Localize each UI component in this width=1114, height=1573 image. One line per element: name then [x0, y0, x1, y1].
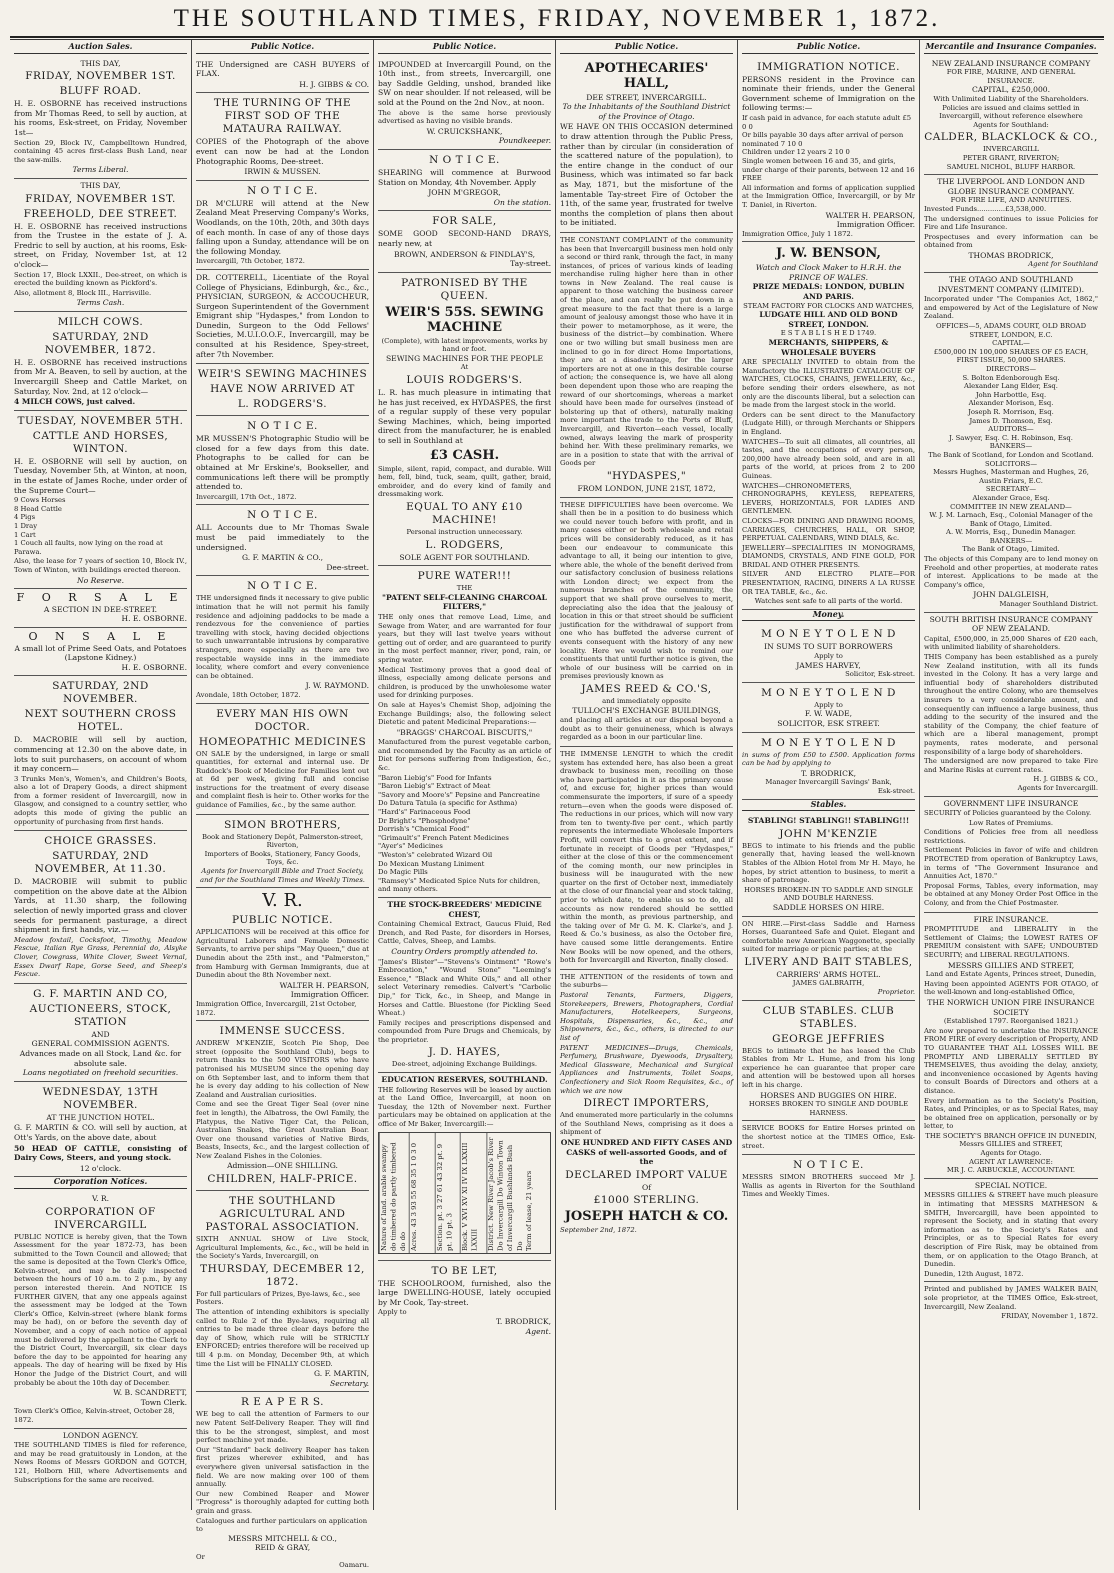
notice: N O T I C E. MR MUSSEN'S Photographic Studio will be closed for a few days from this date. Photographs to be called for can be obtained at Mr Erskine's, Bookseller, and communications left there will be promptly attended to. Invercargill, 17th Oct., 1872.: [196, 416, 369, 505]
table-column: Block. V XVI XV XI IV IX LXXIII LXXIII: [460, 1133, 486, 1253]
column-1: [10, 40, 192, 1510]
section-heading: Public Notice.: [378, 42, 551, 54]
nz-insurance-ad: NEW ZEALAND INSURANCE COMPANY FOR FIRE, MARINE, AND GENERAL INSURANCE. CAPITAL, £250,000. With Unlimited Liability of the Shareholders. Policies are issued and claims settled in Invercargill, without reference elsewhere Agents for Southland: CALDER, BLACKLOCK & CO., INVERCARGILL PETER GRANT, RIVERTON; SAMUEL NICHOL, BLUFF HARBOR.: [924, 57, 1098, 176]
london-agency-notice: LONDON AGENCY. THE SOUTHLAND TIMES is filed for reference, and may be read gratuitously in London, at the News Rooms of Messrs GORDON and GOTCH, 121, Holborn Hill, where Advertisements and Subscriptions for the same are received.: [14, 1430, 187, 1484]
imprint: Printed and published by JAMES WALKER BAIN, sole proprietor, at the TIMES Office, Esk-street, Invercargill, New Zealand. FRIDAY, November 1, 1872.: [924, 1285, 1098, 1321]
table-column: Term of lease, 21 years: [525, 1170, 534, 1251]
railway-photo-notice: THE TURNING OF THE FIRST SOD OF THE MATAURA RAILWAY. COPIES of the Photograph of the above event can now be had at the London Photographic Rooms, Dee-street. IRWIN & MUSSEN.: [196, 93, 369, 180]
column-3: [374, 40, 556, 1510]
benson-ad: J. W. BENSON, Watch and Clock Maker to H.R.H. the PRINCE OF WALES. PRIZE MEDALS: LONDON, DUBLIN AND PARIS. STEAM FACTORY FOR CLOCKS AND WATCHES, LUDGATE HILL AND OLD BOND STREET, LONDON. E S T A B L I S H E D 1749. MERCHANTS, SHIPPERS, & WHOLESALE BUYERS ARE SPECIALLY INVITED to obtain from the Manufactory the ILLUSTRATED CATALOGUE OF WATCHES, CLOCKS, CHAINS, JEWELLERY, &c., before sending their orders elsewhere, as not only are the discounts liberal, but a selection can be made from the largest stock in the world. Orders can be sent direct to the Manufactory (Ludgate Hill), or through Merchants or Shippers in England. WATCHES—To suit all climates, all countries, all tastes, and the occupations of every person, 200,000 have already been sold, and are in all parts of the world, at prices from 2 to 200 Guineas. WATCHES—CHRONOMETERS, CHRONOGRAPHS, KEYLESS, REPEATERS, LEVERS, HORIZONTALS, FOR LADIES AND GENTLEMEN. CLOCKS—FOR DINING AND DRAWING ROOMS, CARRIAGES, CHURCHES, HALL, OR SHOP, PERPETUAL CALENDARS, WIND DIALS, &c. JEWELLERY—SPECIALITIES IN MONOGRAMS, DIAMONDS, CRYSTALS, AND FINE GOLD, FOR BRIDAL AND OTHER PRESENTS. SILVER AND ELECTRO PLATE—FOR PRESENTATION, RACING, DINERS A LA RUSSE OR TEA TABLE, &c., &c. Watches sent safe to all parts of the world.: [742, 242, 915, 610]
government-life-insurance-ad: GOVERNMENT LIFE INSURANCE SECURITY of Policies guaranteed by the Colony. Low Rates of Premiums. Conditions of Policies free from all needless restrictions. Settlement Policies in favor of wife and children PROTECTED from operation of Bankruptcy Laws, in terms of "The Government Insurance and Annuities Act, 1870." Proposal Forms, Tables, every information, may be obtained at any Money Order Post Office in the Colony, and from the Chief Postmaster.: [924, 797, 1098, 913]
money-to-lend-ad: M O N E Y T O L E N D in sums of from £50 to £500. Application forms can be had by applying to T. BRODRICK, Manager Invercargill Savings' Bank, Esk-street.: [742, 733, 915, 800]
otago-investment-ad: THE OTAGO AND SOUTHLAND INVESTMENT COMPANY (LIMITED). Incorporated under "The Companies Act, 1862," and empowered by Act of the Legislature of New Zealand. OFFICES—5, ADAMS COURT, OLD BROAD STREET, LONDON, E.C. CAPITAL— £500,000 IN 100,000 SHARES OF £5 EACH, FIRST ISSUE, 50,000 SHARES. DIRECTORS— S. Bolton Edenborough Esq. Alexander Lang Elder, Esq. John Harbottle, Esq. Alexander Morison, Esq. Joseph R. Morrison, Esq. James D. Thomson, Esq. AUDITORS— J. Sawyer, Esq. C. H. Robinson, Esq. BANKERS— The Bank of Scotland, for London and Scotland. SOLICITORS— Messrs Hughes, Masterman and Hughes, 26, Austin Friars, E.C. SECRETARY— Alexander Grace, Esq. COMMITTEE IN NEW ZEALAND— W. J. M. Larnach, Esq., Colonial Manager of the Bank of Otago, Limited. A. W. Morris, Esq., Dunedin Manager. BANKERS— The Bank of Otago, Limited. The objects of this Company are to lend money on Freehold and other properties, at moderate rates of interest. Applications to be made at the Company's office, JOHN DALGLEISH, Manager Southland District.: [924, 273, 1098, 613]
charcoal-filters-ad: PURE WATER!!! THE "PATENT SELF-CLEANING CHARCOAL FILTERS," THE only ones that remove Lead, Lime, and Sewage from Water, and are warranted for four years, but they will last twelve years without getting out of order, and are guaranteed to purify in the most perfect manner, river, pond, rain, or spring water. Medical Testimony proves that a good deal of illness, especially among delicate persons and children, is produced by the unwholesome water used for drinking purposes. On sale at Hayes's Chemist Shop, adjoining the Exchange Buildings; also, the following select Dietetic and patent Medicinal Preparations:— "BRAGGS' CHARCOAL BISCUITS," Manufactured from the purest vegetable carbon, and recommended by the Faculty as an article of Diet for persons suffering from Indigestion, &c., &c. "Baron Liebig's" Food for Infants "Baron Liebig's" Extract of Meat "Savory and Moore's" Pepsine and Pancreatine Do Datura Tatula (a specific for Asthma) "Hard's" Farinaceous Food Dr Bright's "Phosphodyne" Dorrish's "Chemical Food" "Grimault's" French Patent Medicines "Ayer's" Medicines "Weston's" celebrated Wizard Oil Do Mexican Mustang Liniment Do Magic Pills "Ramsey's" Medicated Spice Nuts for children, and many others.: [378, 566, 551, 898]
notice: N O T I C E. SHEARING will commence at Burwood Station on Monday, 4th November. Apply JOHN M'GREGOR, On the station.: [378, 150, 551, 211]
auction-ad: THIS DAY, FRIDAY, NOVEMBER 1ST. FREEHOLD, DEE STREET. H. E. OSBORNE has received instructions from the Trustee in the estate of J. A. Fredric to sell by auction, at his rooms, Esk-street, on Friday, November 1st, at 12 o'clock— Section 17, Block LXXII., Dee-street, on which is erected the building known as Pickford's. Also, allotment 8, Block III., Harrisville. Terms Cash.: [14, 179, 187, 312]
section-heading: Money.: [742, 610, 915, 622]
physician-notice: DR. COTTERELL, Licentiate of the Royal College of Physicians, Edinburgh, &c., &c., PHYSICIAN, SURGEON, & ACCOUCHEUR, Surgeon Superintendent of the Government Emigrant ship "Hydaspes," from London to Dunedin, Surgeon to the Odd Fellows' Societies, M.U.I.O.O.F., Invercargill, may be consulted at his Residence, Spey-street, after 7th November.: [196, 270, 369, 364]
immigration-public-notice: V. R. PUBLIC NOTICE. APPLICATIONS will be received at this office for Agricultural Laborers and Female Domestic Servants, to arrive per ships "May Queen," due at Dunedin about the 25th inst., and "Palmerston," from Hamburg with German Immigrants, due at Dunedin about the 8th November next. WALTER H. PEARSON, Immigration Officer. Immigration Office, Invercargill, 21st October, 1872.: [196, 888, 369, 1021]
auction-ad: WEDNESDAY, 13TH NOVEMBER. AT THE JUNCTION HOTEL. G. F. MARTIN & CO. will sell by auction, at Ott's Yards, on the above date, about 50 HEAD OF CATTLE, consisting of Dairy Cows, Steers, and young stock. 12 o'clock.: [14, 1082, 187, 1178]
agricultural-show-ad: THE SOUTHLAND AGRICULTURAL AND PASTORAL ASSOCIATION. SIXTH ANNUAL SHOW of Live Stock, Agricultural Implements, &c., &c., will be held in the Society's Yards, Invercargill, on THURSDAY, DECEMBER 12, 1872. For full particulars of Prizes, Bye-laws, &c., see Posters. The attention of intending exhibitors is specially called to Rule 2 of the Bye-laws, requiring all entries to be made three clear days before the day of Show, which rule will be STRICTLY ENFORCED; entries therefore will be received up till 4 p.m. on Monday, December 9th, at which time the List will be FINALLY CLOSED. G. F. MARTIN, Secretary.: [196, 1191, 369, 1392]
simon-brothers-ad: SIMON BROTHERS, Book and Stationery Depôt, Palmerston-street, Riverton, Importers of Books, Stationery, Fancy Goods, Toys, &c. Agents for Invercargill Bible and Tract Society, and for the Southland Times and Weekly Times.: [196, 815, 369, 889]
auction-ad: O N S A L E A small lot of Prime Seed Oats, and Potatoes (Lapstone Kidney.) H. E. OSBORNE.: [14, 628, 187, 676]
column-5: [738, 40, 920, 1510]
notice: N O T I C E. MESSRS SIMON BROTHERS succeed Mr J. Wallis as agents in Riverton for the Southland Times and Weekly Times.: [742, 1159, 915, 1199]
column-4: [556, 40, 738, 1510]
columns: [10, 40, 1104, 1570]
section-heading: Mercantile and Insurance Companies.: [924, 42, 1098, 54]
liverpool-insurance-ad: THE LIVERPOOL AND LONDON AND GLOBE INSURANCE COMPANY. FOR FIRE LIFE, AND ANNUITIES. Invested Funds.............£3,538,000. The undersigned continues to issue Policies for Fire and Life Insurance. Prospectuses and every information can be obtained from THOMAS BRODRICK, Agent for Southland: [924, 175, 1098, 273]
south-british-insurance-ad: SOUTH BRITISH INSURANCE COMPANY OF NEW ZEALAND. Capital, £500,000, in 25,000 Shares of £20 each, with unlimited liability of shareholders. THIS Company has been established as a purely New Zealand institution, with all its funds invested in the Colony. It has a very large and influential body of shareholders distributed throughout the entire Colony, who are themselves insurers to a very considerable amount, and consequently can influence a large business, thus adding to the security of the insured and the stability of the Company, the chief feature of which are a liberal management, prompt payments, rates moderate, and personal responsibility of a large body of shareholders. The undersigned are now prepared to take Fire and Marine Risks at current rates. H. J. GIBBS & CO., Agents for Invercargill.: [924, 613, 1098, 797]
apothecaries-hall-ad: APOTHECARIES' HALL, DEE STREET, INVERCARGILL. To the Inhabitants of the Southland District of the Province of Otago. WE HAVE ON THIS OCCASION determined to draw attention through the Public Press, rather than by circular (in consideration of the scattered nature of the population), to the entire change in the conduct of our Business, which was intimated so far back as May, 1871, but the misfortune of the lamentable Tay-street Fire of October the 11th, of the same year, frustrated for twelve months the completion of plans then about to be initiated.: [560, 57, 733, 233]
service-books-ad: SERVICE BOOKS for Entire Horses printed on the shortest notice at the TIMES Office, Esk-street.: [742, 1121, 915, 1155]
to-let-ad: TO BE LET, THE SCHOOLROOM, furnished, also the large DWELLING-HOUSE, lately occupied by Mr Cook, Tay-street. Apply to T. BRODRICK, Agent.: [378, 1264, 551, 1336]
section-heading: Public Notice.: [560, 42, 733, 54]
special-notice: SPECIAL NOTICE. MESSRS GILLIES & STREET have much pleasure in intimating that MESSRS MATHESON & SMITH, Invercargill, have been appointed to represent the Society, and in stating that every information as to the Society's Rates and Principles, or as to Special Rates for every description of Fire Risk, may be obtained from them, or on application to the Otago Branch, at Dunedin. Dunedin, 12th August, 1872.: [924, 1179, 1098, 1283]
auction-ad: F O R S A L E A SECTION IN DEE-STREET. H. E. OSBORNE.: [14, 589, 187, 628]
club-stables-ad: CLUB STABLES. CLUB STABLES. GEORGE JEFFRIES BEGS to intimate that he has leased the Club Stables from Mr L. Hume, and from his long experience he can guarantee that proper care and attention will be bestowed upon all horses left in his charge. HORSES AND BUGGIES ON HIRE. HORSES BROKEN TO SINGLE AND DOUBLE HARNESS.: [742, 1001, 915, 1122]
apothecaries-text: THESE DIFFICULTIES have been overcome. We shall then be in a position to do business which we could never touch before with profit, and in many cases either or both wholesale and retail prices will be considerably reduced, as it has been our endeavour to communicate this advantage to all, it being our intention to give, where able, the whole of the benefit derived from our satisfactory conclusion of business relations with London direct; we expect from the numerous branches of the community, the support that we shall prove ourselves to merit, depreciating also the idea that the jealousy of location in this or that street should be sufficient justification for the withdrawal of support from one who has buffeted the adverse current of events consequent with the history of any new locality. Here we would wish to remind our constituents that until further notice is given, the whole of our business will be carried on in premises previously known as JAMES REED & CO.'S, and immediately opposite TULLOCH'S EXCHANGE BUILDINGS, and placing all articles at our disposal beyond a doubt as to their genuineness, which is always regarded as a boon in our particular line.: [560, 498, 733, 747]
sewing-machines-notice: WEIR'S SEWING MACHINES HAVE NOW ARRIVED AT L. RODGERS'S.: [196, 364, 369, 416]
notice: N O T I C E. ALL Accounts due to Mr Thomas Swale must be paid immediately to the undersigned. G. F. MARTIN & CO., Dee-street.: [196, 505, 369, 576]
immigration-notice: IMMIGRATION NOTICE. PERSONS resident in the Province can nominate their friends, under the General Government scheme of Immigration on the following terms:— If cash paid in advance, for each statute adult £5 0 0 Or bills payable 30 days after arrival of person nominated 7 10 0 Children under 12 years 2 10 0 Single women between 16 and 35, and girls, under charge of their parents, between 12 and 16 FREE All information and forms of application supplied at the Immigration Office, Invercargill, or by Mr T. Daniel, in Riverton. WALTER H. PEARSON, Immigration Officer. Immigration Office, July 1 1872.: [742, 57, 915, 243]
table-column: Acres. 43 3 93 55 68 35 1 0 3 0: [409, 1133, 435, 1253]
masthead: THE SOUTHLAND TIMES, FRIDAY, NOVEMBER 1, 1872.: [173, 5, 941, 32]
section-heading: Public Notice.: [742, 42, 915, 54]
table-column: District. New River Jacob's River Do Invercargill Do Winton Town of Invercargill Bushlands Bush Do: [486, 1133, 525, 1253]
auction-ad: TUESDAY, NOVEMBER 5TH. CATTLE AND HORSES, WINTON. H. E. OSBORNE will sell by auction, on Tuesday, November 5th, at Winton, at noon, in the estate of James Roche, under order of the Supreme Court— 9 Cows Horses 8 Head Cattle 4 Pigs 1 Dray 1 Cart 1 Couch all faults, now lying on the road at Parawa. Also, the lease for 7 years of section 10, Block IV., Town of Winton, with buildings erected thereon. No Reserve.: [14, 411, 187, 589]
flax-notice: THE Undersigned are CASH BUYERS of FLAX. H. J. GIBBS & CO.: [196, 57, 369, 94]
auction-ad: CHOICE GRASSES. SATURDAY, 2ND NOVEMBER, At 11.30. D. MACROBIE will submit to public competition on the above date at the Albion Yards, at 11.30 sharp, the following selection of newly imported grass and clover seeds for permanent pasturage, a direct shipment in first hands, viz.— Meadow foxtail, Cocksfoot, Timothy, Meadow Fescue, Italian Rye Grass, Perennial do, Alsyke Clover, Cowgrass, White Clover, Sweet Vernal, Essex Dwarf Rape, Gorse Seed, and Sheep's Fescue.: [14, 831, 187, 984]
reserves-table: [378, 1132, 551, 1254]
museum-ad: IMMENSE SUCCESS. ANDREW M'KENZIE, Scotch Pie Shop, Dee street (opposite the Southland Club), begs to return thanks to the 500 VISITORS who have patronised his MUSEUM since the opening day on 6th September last, and to inform them that he is every day adding to his collection of New Zealand and Australian curiosities. Come and see the Great Tiger Seal (over nine feet in length), the Albatross, the Owl Family, the Platypus, the Native Tiger Cat, the Pelican, Australian Snakes, the Great Australian Boar. Over one thousand varieties of Native Birds, Beasts, Insects, &c., and the largest collection of New Zealand Fishes in the Colonies. Admission—ONE SHILLING. CHILDREN, HALF-PRICE.: [196, 1021, 369, 1191]
impounded-notice: IMPOUNDED at Invercargill Pound, on the 10th inst., from streets, Invercargill, one bay Saddle Gelding, unshod, branded like SW on near shoulder. If not released, will be sold at the Pound on the 2nd Nov., at noon. The above is the same horse previously advertised as having no visible brands. W. CRUICKSHANK, Poundkeeper.: [378, 57, 551, 150]
section-heading: Stables.: [742, 800, 915, 812]
education-reserves-ad: EDUCATION RESERVES, SOUTHLAND. THE following Reserves will be leased by auction at the Land Office, Invercargill, at noon on Tuesday, the 12th of November next. Further particulars may be obtained on application at the office of Mr Baker, Invercargill:— Nature of land. arable swampy do timbered do partly timbered do do Acres. 43 3 93 55 68 35 1 0 3 0 Section. pt. 3 27 61 43 32 pt. 9 pt. 10 pt. 3 Block. V XVI XV XI IV IX LXXIII LXXIII District. New River Jacob's River Do Invercargill Do Winton Town of Invercargill Bushlands Bush Do Term of lease, 21 years: [378, 1073, 551, 1261]
medicine-chest-ad: THE STOCK-BREEDERS' MEDICINE CHEST, Containing Chemical Extract, Gaucus Fluid, Red Drench, and Red Paste, for disorders in Horses, Cattle, Calves, Sheep, and Lambs. Country Orders promptly attended to. "James's Blister"—"Stevens's Ointment" "Rowe's Embrocation," "Wound Stone" "Leeming's Essence," "Black and White Oils," and all other select Veterinary remedies. Calvert's "Carbolic Dip," for Tick, &c., in Sheep, and Mange in Horses and Cattle. Bluestone (for Pickling Seed Wheat.) Family recipes and prescriptions dispensed and compounded from Pure Drugs and Chemicals, by the proprietor. J. D. HAYES, Dee-street, adjoining Exchange Buildings.: [378, 898, 551, 1073]
section-heading: Corporation Notices.: [14, 1177, 187, 1189]
auction-ad: G. F. MARTIN AND CO, AUCTIONEERS, STOCK, STATION AND GENERAL COMMISSION AGENTS. Advances made on all Stock, Land &c. for absolute sale. Loans negotiated on freehold securities.: [14, 984, 187, 1082]
money-to-lend-ad: M O N E Y T O L E N D Apply to F. W. WADE, SOLICITOR, ESK STREET.: [742, 683, 915, 733]
sewing-machine-ad: PATRONISED BY THE QUEEN. WEIR'S 55S. SEWING MACHINE (Complete), with latest improvements, works by hand or foot. SEWING MACHINES FOR THE PEOPLE At LOUIS RODGERS'S. L. R. has much pleasure in intimating that he has just received, ex HYDASPES, the first of a regular supply of these very popular Sewing Machines, which, being imported direct from the manufacturer, he is enabled to sell in Southland at £3 CASH. Simple, silent, rapid, compact, and durable. Will hem, fell, bind, tuck, seam, quilt, gather, braid, embroider, and do every kind of family and dressmaking work. EQUAL TO ANY £10 MACHINE! Personal instruction unnecessary. L. RODGERS, SOLE AGENT FOR SOUTHLAND.: [378, 273, 551, 567]
column-6: [920, 40, 1102, 1510]
for-sale-notice: FOR SALE, SOME GOOD SECOND-HAND DRAYS, nearly new, at BROWN, ANDERSON & FINDLAY'S, Tay-street.: [378, 211, 551, 272]
column-2: [192, 40, 374, 1570]
fire-insurance-ad: FIRE INSURANCE. PROMPTITUDE and LIBERALITY in the Settlement of Claims; the LOWEST RATES OF PREMIUM consistent with SAFE; UNDOUBTED SECURITY; and LIBERAL REGULATIONS. MESSRS GILLIES AND STREET, Land and Estate Agents, Princes street, Dunedin, Having been appointed AGENTS FOR OTAGO, of the well-known and long-established Office, THE NORWICH UNION FIRE INSURANCE SOCIETY (Established 1797. Reorganised 1821.) Are now prepared to undertake the INSURANCE FROM FIRE of every description of Property, AND TO GUARANTEE THAT ALL LOSSES WILL BE PROMPTLY AND LIBERALLY SETTLED BY THEMSELVES, thus avoiding the delay, anxiety, and inconvenience occasioned by Agents having to consult Boards of Directors and others at a distance. Every information as to the Society's Position, Rates, and Principles, or as to Special Rates, may be obtained free on application, personally or by letter, to THE SOCIETY'S BRANCH OFFICE IN DUNEDIN, Messrs GILLIES and STREET, Agents for Otago. AGENT AT LAWRENCE: MR J. C. ARBUCKLE, ACCOUNTANT.: [924, 913, 1098, 1179]
apothecaries-text: THE ATTENTION of the residents of town and the suburbs— Pastoral Tenants, Farmers, Diggers, Storekeepers, Brewers, Photographers, Cordial Manufacturers, Hotelkeepers, Surgeons, Hospitals, Dispensaries, &c., &c., and Shipowners, &c., &c., others, is directed to our list of PATENT MEDICINES—Drugs, Chemicals, Perfumery, Brushware, Dyewoods, Drysaltery, Medical Glassware, Mechanical and Surgical Appliances and Instruments, Toilet Soaps, Confectionery and Sick Room Requisites, &c., of which we are now DIRECT IMPORTERS, And enumerated more particularly in the columns of the Southland News, comprising as it does a shipment of ONE HUNDRED AND FIFTY CASES AND CASKS of well-assorted Goods, and of the DECLARED IMPORT VALUE Of £1000 STERLING. JOSEPH HATCH & CO. September 2nd, 1872.: [560, 972, 733, 1235]
stabling-ad: STABLING! STABLING!! STABLING!!! JOHN M'KENZIE BEGS to intimate to his friends and the public generally that, having leased the well-known Stables of the Albion Hotel from Mr H. Mayo, he hopes, by strict attention to business, to merit a share of patronage. HORSES BROKEN-IN TO SADDLE AND SINGLE AND DOUBLE HARNESS. SADDLE HORSES ON HIRE.: [742, 814, 915, 916]
apothecaries-text: THE CONSTANT COMPLAINT of the community has been that Invercargill business men hold only a second or third rank, through the fact, in many instances, of prices of various kinds of leading merchandise ruling higher here than in other towns in New Zealand. The real cause is apparent to those watching the business career of the place, and can really be put down in a great measure to the fact that there is a large amount of jealousy amongst those who have it in their power to metamorphose, as it were, the business of the district—by combination. Where one or two willing but small business men are inclined to go in for direct Home Importations, they are at a disadvantage, for the larger importers are not at one in this desirable course of action; the consequence is, we have all along been dependent upon those who are reaping the reward of our shortcomings, whereas a market should have been made for ourselves (instead of bolstering up that of others), naturally making more important the trade to the Ports of Bluff, Invercargill, and Riverton—each vessel, locally owned, always leaving the mark of prosperity behind her. With these preliminary remarks, we are in a position to state that with the arrival of Goods per "HYDASPES," FROM LONDON, JUNE 21ST, 1872,: [560, 233, 733, 498]
homeopathic-notice: EVERY MAN HIS OWN DOCTOR. HOMEOPATHIC MEDICINES ON SALE by the undersigned, in large or small quantities, for external and internal use. Dr Ruddock's Book of Medicine for Families lent out at 6d per week, giving full and concise instructions for the treatment of every disease and complaint flesh is heir to. Other works for the guidance of Families, &c., by the same author.: [196, 704, 369, 815]
royal-crest-icon: V. R.: [262, 890, 303, 912]
auction-ad: THIS DAY, FRIDAY, NOVEMBER 1ST. BLUFF ROAD. H. E. OSBORNE has received instructions from Mr Thomas Reed, to sell by auction, at his rooms, Esk-street, on Friday, November 1st— Section 29, Block IV., Campbelltown Hundred, containing 45 acres first-class Bush Land, near the saw-mills. Terms Liberal.: [14, 57, 187, 179]
notice: N O T I C E. DR M'CLURE will attend at the New Zealand Meat Preserving Company's Works, Woodlands, on the 10th, 20th, and 30th days of each month. In case of any of those days falling upon a Sunday, attendance will be on the following Monday. Invercargill, 7th October, 1872.: [196, 181, 369, 270]
table-column: Section. pt. 3 27 61 43 32 pt. 9 pt. 10 pt. 3: [435, 1133, 461, 1253]
corporation-notice: V. R. CORPORATION OF INVERCARGILL PUBLIC NOTICE is hereby given, that the Town Assessment for the year 1872-73, has been submitted to the Town Council and allowed; that the same is deposited at the Town Clerk's Office, Kelvin-street, and may be daily inspected between the hours of 10 a.m. to 2 p.m., by any person interested therein. And NOTICE IS FURTHER GIVEN, that any one appeals against the assessment may be lodged at the Town Clerk's Office, Kelvin-street (where blank forms may be had), on or before the seventh day of November, and a copy of each notice of appeal must be delivered by the appellant to the Clerk to the District Court, Invercargill, six clear days before the day to be appointed for hearing any appeals. The day of hearing will be fixed by His Honor the Judge of the District Court, and will probably be about the 10th day of December. W. B. SCANDRETT, Town Clerk. Town Clerk's Office, Kelvin-street, October 28, 1872.: [14, 1192, 187, 1429]
table-column: Nature of land. arable swampy do timbered do partly timbered do do: [379, 1133, 409, 1253]
apothecaries-text: THE IMMENSE LENGTH to which the credit system has extended here, has also been a great drawback to business men, recoiling on those who have participated in it as the primary cause of, and excuse for, higher prices than would commensurate the importers, if sure of a speedy return—even when the goods were disposed of. The reductions in our prices, which will now vary from ten to twenty-five per cent., which partly represents the intermediate Wholesale Importers Profit, will convert this to a great extent, and if fortunate in receipt of Goods per "Hydaspes," either at the close of this or the commencement of the coming month, our new principles in business will be inaugurated with the new quarter on the first of October next, immediately at the close of our financial year and stock taking, prior to which date, to enable us so to do, all accounts as now rendered should be settled within the month, as previous partnership, and the taking over of Mr G. M. K. Clarke's, and J. Reed & Co.'s business, as also the October fire, have caused some little derangements. Entire New Books will be now opened, and the others, both for Invercargill and Riverton, finally closed.: [560, 747, 733, 970]
money-to-lend-ad: M O N E Y T O L E N D IN SUMS TO SUIT BORROWERS Apply to JAMES HARVEY, Solicitor, Esk-street.: [742, 624, 915, 682]
section-heading: Auction Sales.: [14, 42, 187, 54]
reapers-ad: R E A P E R S. WE beg to call the attention of Farmers to our new Patent Self-Delivery Reaper. They will find this to be the strongest, simplest, and most perfect machine yet made. Our "Standard" back delivery Reaper has taken first prizes wherever exhibited, and has everywhere given universal satisfaction in the field. We are now making over 100 of them annually. Our new Combined Reaper and Mower "Progress" is thoroughly adapted for cutting both grain and grass. Catalogues and further particulars on application to MESSRS MITCHELL & CO., REID & GRAY, Or Oamaru.: [196, 1396, 369, 1570]
section-heading: Public Notice.: [196, 42, 369, 54]
auction-ad: SATURDAY, 2ND NOVEMBER. NEXT SOUTHERN CROSS HOTEL. D. MACROBIE will sell by auction, commencing at 12.30 on the above date, in lots to suit purchasers, on account of whom it may concern— 3 Trunks Men's, Women's, and Children's Boots, also a lot of Drapery Goods, a direct shipment from a former resident of Invercargill, now in Glasgow, and consigned to a country settler, who adopts this mode of giving the public an opportunity of purchasing from first hands.: [14, 676, 187, 831]
livery-ad: ON HIRE.—First-class Saddle and Harness Horses, Guaranteed Safe and Quiet. Elegant and comfortable new American Waggonette, specially suited for marriage or picnic parties; at the LIVERY AND BAIT STABLES, CARRIERS' ARMS HOTEL. JAMES GALBRAITH, Proprietor.: [742, 917, 915, 1001]
auction-ad: MILCH COWS. SATURDAY, 2ND NOVEMBER, 1872. H. E. OSBORNE has received instructions from Mr A. Beaven, to sell by auction, at the Invercargill Sheep and Cattle Market, on Saturday, Nov. 2nd, at 12 o'clock— 4 MILCH COWS, just calved.: [14, 312, 187, 411]
notice: N O T I C E. THE undersigned finds it necessary to give public intimation that he will not permit his family residence and adjoining paddocks to be made a rendezvous for the convenience of parties travelling with stock, having decided objections to such unwarrantable intrusions by comparative strangers, more especially as there are two respectable wayside inns in the immediate locality, where comfort and every convenience can be obtained. J. W. RAYMOND. Avondale, 18th October, 1872.: [196, 576, 369, 703]
